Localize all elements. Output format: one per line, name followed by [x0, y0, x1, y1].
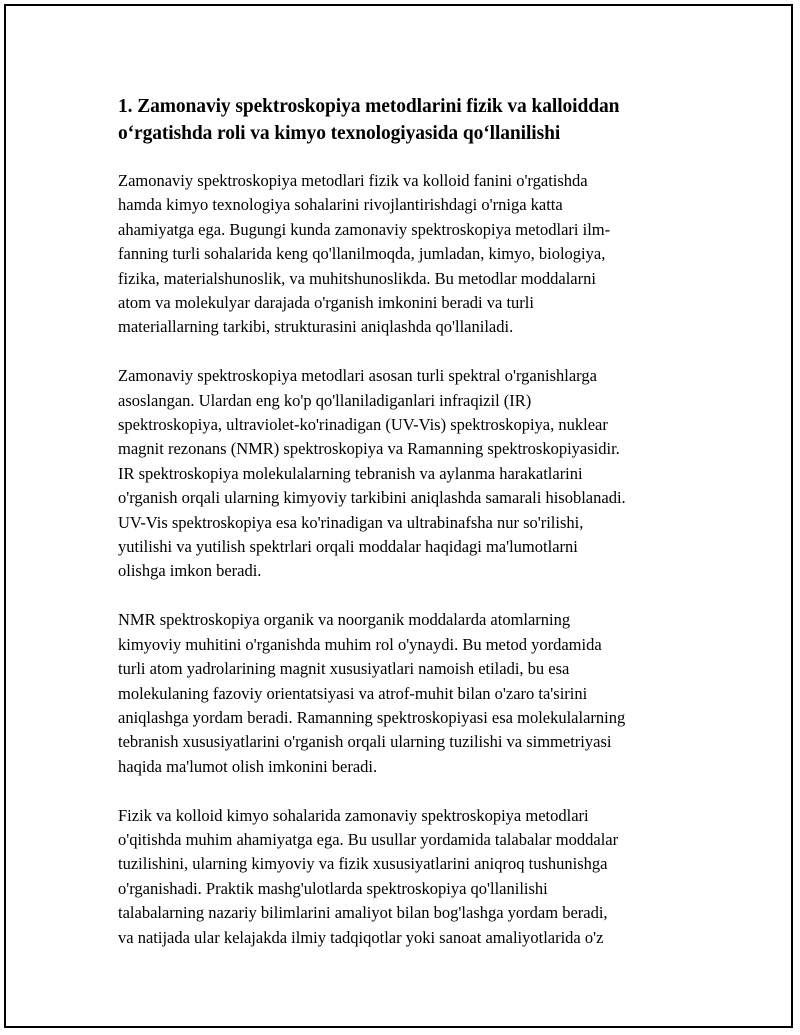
text-line: atom va molekulyar darajada o'rganish imkonini beradi va turli	[118, 293, 534, 313]
text-line: haqida ma'lumot olish imkonini beradi.	[118, 756, 378, 776]
text-line: spektroskopiya, ultraviolet-ko'rinadigan (UV-Vis) spektroskopiya, nuklear	[118, 415, 608, 435]
text-line: hamda kimyo texnologiya sohalarini rivojlantirishdagi o'rniga katta	[118, 195, 563, 215]
text-line: magnit rezonans (NMR) spektroskopiya va Ramanning spektroskopiyasidir.	[118, 439, 620, 459]
text-line: NMR spektroskopiya organik va noorganik moddalarda atomlarning	[118, 610, 571, 630]
title-line: 1. Zamonaviy spektroskopiya metodlarini fizik va kalloiddan	[118, 96, 620, 117]
text-line: Fizik va kolloid kimyo sohalarida zamonaviy spektroskopiya metodlari	[118, 805, 589, 825]
document-title	[118, 93, 690, 147]
paragraph-gap	[118, 779, 690, 803]
text-line: turli atom yadrolarining magnit xususiyatlari namoish etiladi, bu esa	[118, 659, 570, 679]
text-line: Zamonaviy spektroskopiya metodlari asosan turli spektral o'rganishlarga	[118, 366, 597, 386]
text-line: kimyoviy muhitini o'rganishda muhim rol o'ynaydi. Bu metod yordamida	[118, 634, 602, 654]
text-line: o'qitishda muhim ahamiyatga ega. Bu usullar yordamida talabalar moddalar	[118, 829, 619, 849]
text-line: UV-Vis spektroskopiya esa ko'rinadigan va ultrabinafsha nur so'rilishi,	[118, 512, 584, 532]
text-line: IR spektroskopiya molekulalarning tebranish va aylanma harakatlarini	[118, 463, 583, 483]
text-line: o'rganishadi. Praktik mashg'ulotlarda spektroskopiya qo'llanilishi	[118, 878, 548, 898]
text-line: ahamiyatga ega. Bugungi kunda zamonaviy spektroskopiya metodlari ilm-	[118, 219, 611, 239]
document-body	[118, 93, 690, 950]
text-line: molekulaning fazoviy orientatsiyasi va atrof-muhit bilan o'zaro ta'sirini	[118, 683, 588, 703]
text-line: Zamonaviy spektroskopiya metodlari fizik va kolloid fanini o'rgatishda	[118, 171, 588, 190]
paragraph-3	[118, 608, 690, 779]
text-line: fanning turli sohalarida keng qo'llanilmoqda, jumladan, kimyo, biologiya,	[118, 244, 606, 264]
paragraph-gap	[118, 584, 690, 608]
text-line: asoslangan. Ulardan eng ko'p qo'llaniladiganlari infraqizil (IR)	[118, 390, 532, 410]
text-line: olishga imkon beradi.	[118, 561, 262, 581]
text-line: fizika, materialshunoslik, va muhitshunoslikda. Bu metodlar moddalarni	[118, 268, 596, 288]
paragraph-gap	[118, 340, 690, 364]
paragraph-4	[118, 804, 690, 950]
text-line: materiallarning tarkibi, strukturasini aniqlashda qo'llaniladi.	[118, 317, 514, 337]
paragraph-1	[118, 169, 690, 340]
text-line: tebranish xususiyatlarini o'rganish orqali ularning tuzilishi va simmetriyasi	[118, 732, 612, 752]
text-line: yutilishi va yutilish spektrlari orqali moddalar haqidagi ma'lumotlarni	[118, 537, 578, 557]
text-line: talabalarning nazariy bilimlarini amaliyot bilan bog'lashga yordam beradi,	[118, 903, 608, 923]
text-line: aniqlashga yordam beradi. Ramanning spektroskopiyasi esa molekulalarning	[118, 707, 626, 727]
text-line: o'rganish orqali ularning kimyoviy tarkibini aniqlashda samarali hisoblanadi.	[118, 488, 626, 508]
text-line: va natijada ular kelajakda ilmiy tadqiqotlar yoki sanoat amaliyotlarida o'z	[118, 927, 604, 947]
text-line: tuzilishini, ularning kimyoviy va fizik xususiyatlarini aniqroq tushunishga	[118, 854, 608, 874]
title-line: o‘rgatishda roli va kimyo texnologiyasida qo‘llanilishi	[118, 123, 561, 144]
paragraph-2	[118, 364, 690, 584]
